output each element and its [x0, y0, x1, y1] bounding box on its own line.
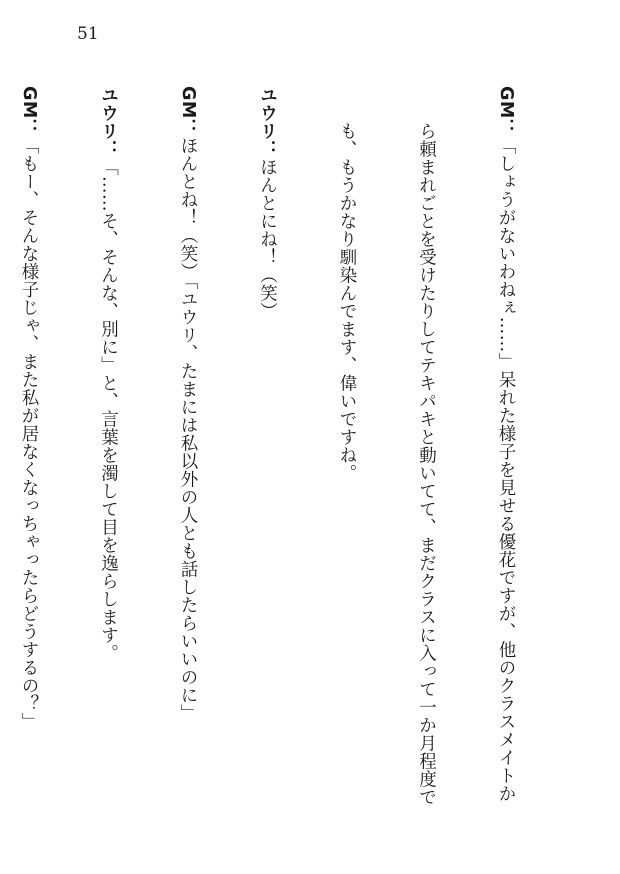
speaker-label: GM： — [178, 86, 198, 137]
line-text: も、もうかなり馴染んでます、偉いですね。 — [337, 86, 357, 482]
speaker-label: ユウリ： — [98, 86, 119, 158]
line-text: ら頼まれごとを受けたりしてテキパキと動いてて、まだクラスに入って一か月程度で — [416, 86, 437, 806]
speaker-label: GM： — [496, 86, 516, 137]
speaker-label: ユウリ： — [257, 86, 278, 158]
line-text: 「しょうがないわねぇ……」呆れた様子を見せる優花ですが、他のクラスメイトか — [496, 136, 516, 803]
text-line — [493, 86, 520, 856]
text-line — [334, 86, 361, 856]
text-line — [95, 86, 122, 856]
vertical-text-body — [0, 86, 572, 856]
text-line — [16, 86, 43, 856]
page-number: 51 — [77, 24, 99, 44]
text-line — [413, 86, 440, 856]
line-text: ほんとね！（笑）「ユウリ、たまには私以外の人とも話したらいいのに」 — [178, 136, 198, 723]
line-text: 「……そ、そんな、別に」と、言葉を濁して目を逸らします。 — [98, 158, 119, 662]
speaker-label: GM： — [19, 86, 39, 137]
text-line — [175, 86, 202, 856]
line-text: 「もー、そんな様子じゃ、また私が居なくなっちゃったらどうするの？」 — [19, 136, 39, 731]
text-line — [254, 86, 281, 856]
line-text: ほんとにね！（笑） — [257, 158, 278, 320]
